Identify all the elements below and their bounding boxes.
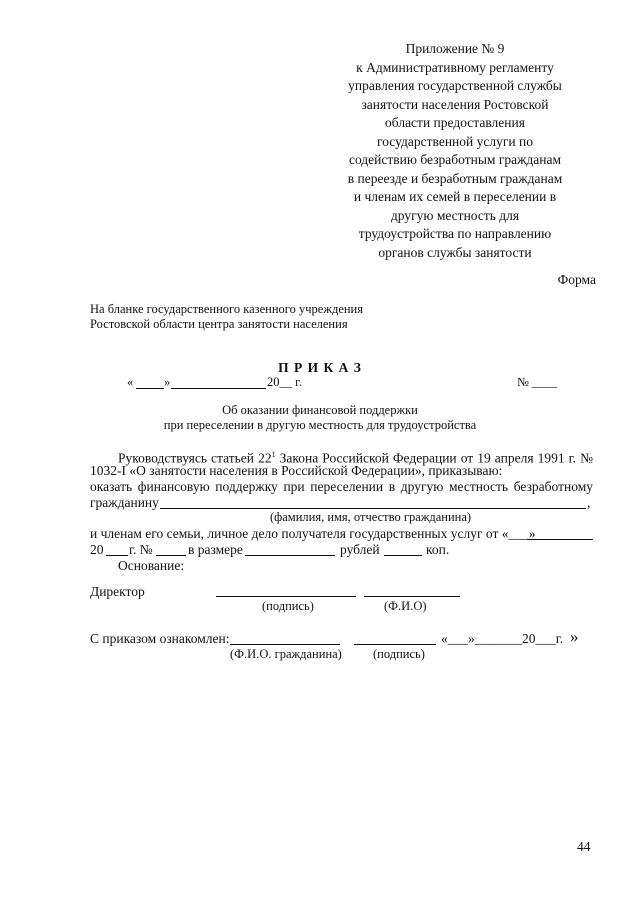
body-text: Закона Российской Федерации от 19 апреля 1991 г. № bbox=[275, 450, 593, 466]
acquaint-label: С приказом ознакомлен: bbox=[90, 631, 230, 646]
acquaint-sign-line bbox=[354, 644, 436, 645]
director-label: Директор bbox=[90, 584, 145, 599]
director-sign-caption: (подпись) bbox=[262, 599, 314, 613]
p3-amount-label: в размере bbox=[188, 542, 243, 557]
year-underline bbox=[106, 555, 128, 556]
director-fio-line bbox=[364, 596, 460, 597]
p3-number-label: г. № bbox=[129, 542, 153, 557]
subject-line-2: при переселении в другую местность для трудоустройства bbox=[163, 418, 477, 432]
letterhead-line-1: На бланке государственного казенного учреждения bbox=[90, 302, 363, 316]
order-year: 20__ г. bbox=[267, 375, 302, 389]
order-month-underline bbox=[171, 388, 266, 389]
fio-caption: (фамилия, имя, отчество гражданина) bbox=[270, 510, 472, 524]
number-underline bbox=[156, 555, 186, 556]
body-paragraph-1-line-2: 1032-I «О занятости населения в Российской Федерации», приказываю: bbox=[90, 463, 503, 478]
p3-rubles-label: рублей bbox=[340, 542, 380, 557]
appendix-line: занятости населения Ростовской bbox=[361, 96, 549, 112]
subject-line-1: Об оказании финансовой поддержки bbox=[222, 403, 418, 417]
appendix-line: в переезде и безработным гражданам bbox=[347, 170, 563, 186]
form-label: Форма bbox=[557, 272, 596, 287]
director-fio-caption: (Ф.И.О) bbox=[384, 599, 427, 613]
p3-year-prefix: 20 bbox=[90, 542, 104, 557]
letterhead-line-2: Ростовской области центра занятости населения bbox=[90, 317, 348, 331]
dossier-date-underline bbox=[527, 539, 593, 540]
appendix-block bbox=[330, 40, 580, 262]
order-date-close: » bbox=[164, 375, 171, 389]
appendix-line: другую местность для bbox=[390, 207, 520, 223]
body-paragraph-3-line-1: и членам его семьи, личное дело получателя государственных услуг от «___» bbox=[90, 526, 536, 541]
appendix-line: области предоставления bbox=[385, 115, 525, 130]
acquaint-sign-caption: (подпись) bbox=[373, 647, 425, 661]
rubles-underline bbox=[245, 555, 335, 556]
body-paragraph-2-line-1: оказать финансовую поддержку при переселении в другую местность безработному bbox=[90, 479, 593, 494]
appendix-line: государственной услуги по bbox=[377, 133, 533, 149]
comma: , bbox=[587, 495, 591, 510]
body-text: Руководствуясь статьей 22 bbox=[118, 450, 272, 466]
appendix-line: к Административному регламенту bbox=[356, 59, 554, 75]
p3-kopecks-label: коп. bbox=[426, 542, 450, 557]
order-title: П Р И К А З bbox=[278, 360, 362, 375]
basis-label: Основание: bbox=[118, 558, 185, 573]
page-number: 44 bbox=[577, 839, 591, 854]
acquaint-date: «___»_______20___г. bbox=[441, 631, 564, 646]
appendix-line: трудоустройства по направлению bbox=[358, 226, 552, 241]
acquaint-fio-caption: (Ф.И.О. гражданина) bbox=[230, 647, 342, 661]
director-signature-line bbox=[216, 596, 356, 597]
order-day-underline bbox=[136, 388, 164, 389]
order-number: № ____ bbox=[517, 375, 558, 389]
acquaint-close-quote: » bbox=[570, 627, 579, 646]
appendix-line: Приложение № 9 bbox=[405, 41, 505, 56]
acquaint-fio-line bbox=[230, 644, 340, 645]
kopecks-underline bbox=[384, 555, 422, 556]
order-date-open: « bbox=[127, 375, 134, 389]
appendix-line: и членам их семей в переселении в bbox=[353, 189, 557, 204]
superscript: 1 bbox=[271, 450, 276, 459]
citizen-label: гражданину bbox=[90, 495, 159, 510]
appendix-line: содействию безработным гражданам bbox=[348, 152, 562, 167]
appendix-line: управления государственной службы bbox=[348, 78, 562, 93]
appendix-line: органов службы занятости bbox=[378, 244, 532, 260]
